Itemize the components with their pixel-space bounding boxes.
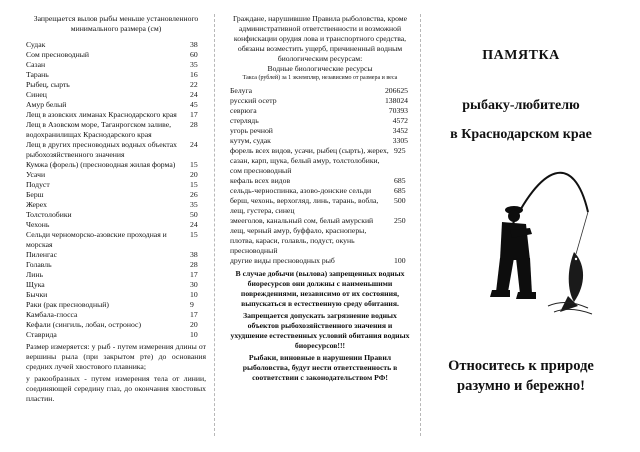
list-item	[26, 70, 206, 80]
item-name: Кумжа (форель) (пресноводная жилая форма)	[26, 160, 176, 169]
list-item	[26, 110, 206, 120]
item-name: Рыбец, сырть	[26, 80, 70, 89]
cover-panel	[426, 14, 616, 434]
item-value: 3452	[392, 126, 408, 135]
item-value: 17	[190, 110, 198, 119]
item-name: другие виды пресноводных рыб	[230, 256, 335, 265]
item-name: Сом пресноводный	[26, 50, 90, 59]
memo-title: ПАМЯТКА	[482, 48, 560, 63]
fold-line-right	[420, 14, 421, 436]
list-item	[26, 260, 206, 270]
damage-panel	[230, 14, 410, 385]
item-value: 60	[190, 50, 198, 59]
list-item	[26, 270, 206, 280]
item-name: Белуга	[230, 86, 253, 95]
list-item	[26, 50, 206, 60]
list-item	[26, 60, 206, 70]
item-value: 4572	[392, 116, 408, 125]
item-name: Голавль	[26, 260, 52, 269]
item-value: 38	[190, 40, 198, 49]
item-value: 20	[190, 320, 198, 329]
item-name: русский осетр	[230, 96, 277, 105]
item-name: Жерех	[26, 200, 47, 209]
min-size-panel	[26, 14, 206, 404]
memo-subtitle-1: рыбаку-любителю	[462, 98, 580, 113]
warning-pollution: Запрещается допускать загрязнение водных объектов рыбохозяйственного значения и ухудшение естественных условий обитания водных биоресурсов!!!	[230, 311, 410, 350]
min-size-intro: Запрещается вылов рыбы меньше установленного минимального размера (см)	[33, 14, 199, 33]
item-value: 138024	[384, 96, 408, 105]
item-value: 925	[394, 146, 406, 155]
fold-line-left	[214, 14, 215, 436]
list-item	[230, 96, 410, 106]
item-name: форель всех видов, усачи, рыбец (сырть), жерех, сазан, карп, щука, белый амур, толстолобики, сом пресноводный	[230, 146, 389, 175]
item-value: 24	[190, 90, 198, 99]
item-value: 45	[190, 100, 198, 109]
item-value: 17	[190, 270, 198, 279]
warnings	[230, 269, 410, 383]
list-item	[230, 116, 410, 126]
item-value: 30	[190, 280, 198, 289]
item-value: 24	[190, 140, 198, 149]
list-item	[230, 176, 410, 186]
item-name: Лещ в азовских лиманах Краснодарского края	[26, 110, 177, 119]
item-value: 22	[190, 80, 198, 89]
damage-list	[230, 86, 410, 266]
warning-liability: Рыбаки, виновные в нарушении Правил рыболовства, будут нести ответственность в соответствии с законодательством РФ!	[242, 353, 398, 382]
taxa-caption-rest: за 1 экземпляр, независимо от размера и веса	[280, 75, 398, 81]
item-name: сельдь-черноспинка, азово-донские сельди	[230, 186, 372, 195]
list-item	[26, 280, 206, 290]
list-item	[26, 90, 206, 100]
item-name: Толстолобики	[26, 210, 72, 219]
damage-intro: Граждане, нарушившие Правила рыболовства, кроме административной ответственности и возможной конфискации орудия лова и транспортного средства, обязаны возместить ущерб, причиненный водным биологическим ресурсам:	[232, 14, 408, 63]
list-item	[26, 250, 206, 260]
item-name: Сельди черноморско-азовские проходная и морская	[26, 230, 167, 249]
item-value: 10	[190, 330, 198, 339]
item-name: Раки (рак пресноводный)	[26, 300, 109, 309]
item-name: Амур белый	[26, 100, 67, 109]
list-item	[230, 256, 410, 266]
fishing-line	[576, 212, 588, 254]
item-name: Камбала-глосса	[26, 310, 78, 319]
list-item	[230, 146, 410, 176]
item-name: Подуст	[26, 180, 50, 189]
item-name: Синец	[26, 90, 47, 99]
list-item	[26, 170, 206, 180]
warning-release: В случае добычи (вылова) запрещенных водных биоресурсов они должны с наименьшими повреждениями, независимо от их состояния, выпускаться в естественную среду обитания.	[235, 269, 405, 308]
item-name: Судак	[26, 40, 46, 49]
item-name: Усачи	[26, 170, 46, 179]
fisherman-illustration	[456, 142, 596, 318]
item-value: 3305	[392, 136, 408, 145]
item-value: 250	[394, 216, 406, 225]
item-value: 28	[190, 260, 198, 269]
item-name: Лещ в других пресноводных водных объектах рыбохозяйственного значения	[26, 140, 178, 159]
item-name: Сазан	[26, 60, 46, 69]
item-value: 685	[394, 176, 406, 185]
item-value: 500	[394, 196, 406, 205]
item-name: берш, чехонь, верхогляд, линь, тарань, вобла, лещ, густера, синец	[230, 196, 379, 215]
list-item	[26, 120, 206, 140]
item-name: Пиленгас	[26, 250, 58, 259]
item-name: Кефали (сингиль, лобан, остронос)	[26, 320, 141, 329]
list-item	[26, 220, 206, 230]
list-item	[26, 160, 206, 170]
item-value: 26	[190, 190, 198, 199]
list-item	[230, 86, 410, 96]
measure-note-fish: Размер измеряется: у рыб - путем измерения длины от вершины рыла (при закрытом рте) до основания средних лучей хвостового плавника;	[26, 342, 206, 371]
list-item	[230, 106, 410, 116]
item-value: 206625	[384, 86, 408, 95]
item-value: 28	[190, 120, 198, 129]
item-name: Тарань	[26, 70, 49, 79]
resources-subtitle: Водные биологические ресурсы	[267, 64, 373, 73]
item-name: Берш	[26, 190, 44, 199]
list-item	[26, 100, 206, 110]
list-item	[230, 186, 410, 196]
item-name: Линь	[26, 270, 43, 279]
item-value: 35	[190, 200, 198, 209]
taxa-caption	[230, 74, 410, 82]
item-name: стерлядь	[230, 116, 259, 125]
list-item	[26, 190, 206, 200]
item-value: 15	[190, 180, 198, 189]
item-value: 100	[394, 256, 406, 265]
memo-slogan: Относитесь к природе разумно и бережно!	[448, 358, 594, 394]
list-item	[26, 140, 206, 160]
item-value: 70393	[388, 106, 408, 115]
list-item	[230, 216, 410, 256]
item-name: Бычки	[26, 290, 48, 299]
item-name: змееголов, канальный сом, белый амурский лещ, черный амур, буффало, красноперы, плотва, караси, голавль, подуст, окунь пресноводный	[230, 216, 374, 255]
list-item	[26, 180, 206, 190]
item-name: кутум, судак	[230, 136, 271, 145]
item-value: 9	[190, 300, 194, 309]
item-value: 15	[190, 160, 198, 169]
min-size-list	[26, 40, 206, 340]
list-item	[26, 40, 206, 50]
item-value: 17	[190, 310, 198, 319]
item-name: угорь речной	[230, 126, 273, 135]
item-name: Лещ в Азовском море, Таганрогском заливе, водохранилищах Краснодарского края	[26, 120, 172, 139]
item-value: 35	[190, 60, 198, 69]
list-item	[26, 330, 206, 340]
item-name: кефаль всех видов	[230, 176, 291, 185]
item-value: 15	[190, 230, 198, 239]
item-value: 20	[190, 170, 198, 179]
item-value: 50	[190, 210, 198, 219]
list-item	[26, 210, 206, 220]
list-item	[26, 290, 206, 300]
measure-note-crustaceans: у ракообразных - путем измерения тела от линии, соединяющей середину глаз, до окончания хвостовых пластин.	[26, 374, 206, 403]
taxa-caption-bold: Такса (рублей)	[242, 75, 281, 81]
item-value: 38	[190, 250, 198, 259]
memo-subtitle-2: в Краснодарском крае	[450, 127, 592, 142]
item-value: 685	[394, 186, 406, 195]
item-value: 24	[190, 220, 198, 229]
item-value: 10	[190, 290, 198, 299]
list-item	[26, 310, 206, 320]
list-item	[26, 80, 206, 90]
fisherman-silhouette	[490, 206, 536, 299]
item-name: Чехонь	[26, 220, 50, 229]
list-item	[230, 126, 410, 136]
item-value: 16	[190, 70, 198, 79]
item-name: севрюга	[230, 106, 257, 115]
list-item	[26, 300, 206, 310]
list-item	[26, 200, 206, 210]
item-name: Щука	[26, 280, 45, 289]
item-name: Ставрида	[26, 330, 57, 339]
list-item	[26, 230, 206, 250]
list-item	[26, 320, 206, 330]
list-item	[230, 136, 410, 146]
list-item	[230, 196, 410, 216]
